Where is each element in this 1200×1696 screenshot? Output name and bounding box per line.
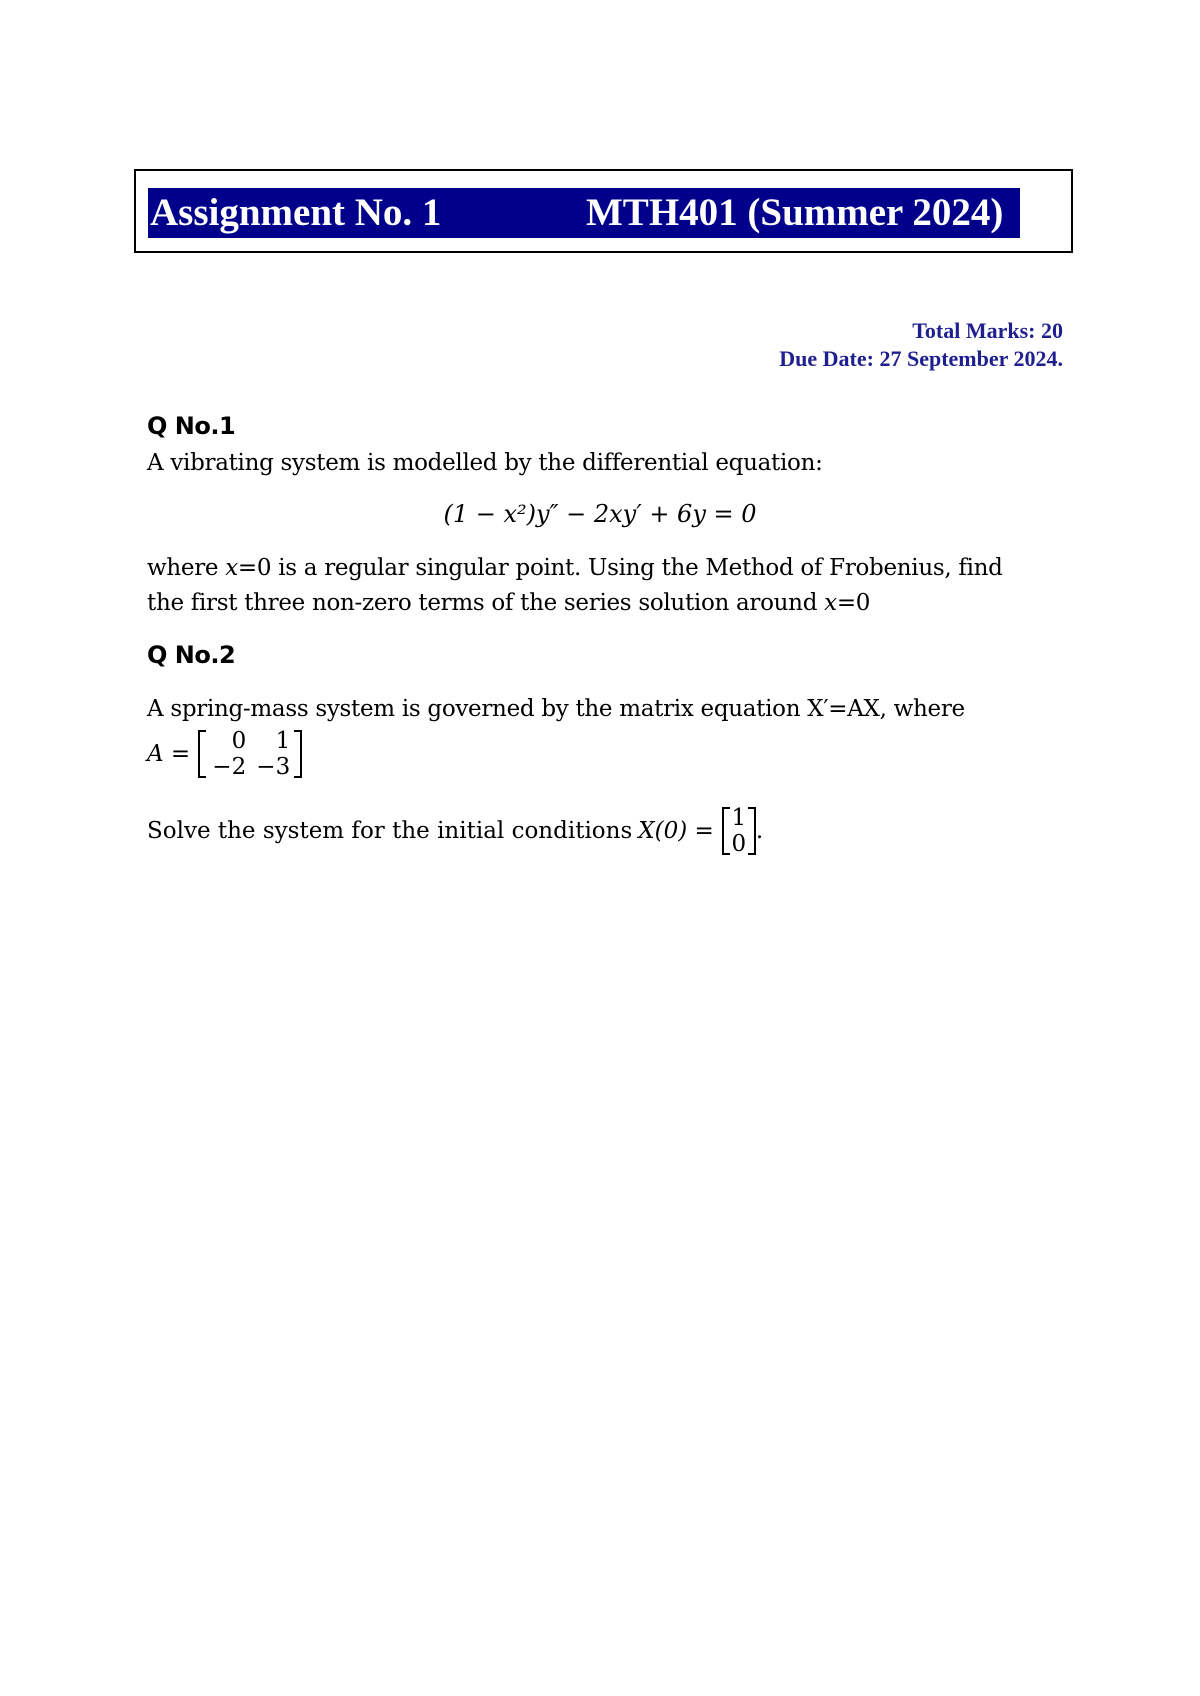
question-1-title: Q No.1 bbox=[147, 412, 236, 440]
question-2-intro: A spring-mass system is governed by the matrix equation X′=AX, where bbox=[147, 696, 965, 722]
question-1-line-2 bbox=[147, 586, 870, 621]
matrix-cell: −3 bbox=[256, 754, 291, 780]
text-segment: =0 bbox=[836, 590, 871, 616]
assignment-number: Assignment No. 1 bbox=[150, 191, 442, 234]
initial-conditions-line bbox=[147, 805, 763, 857]
matrix-a bbox=[198, 728, 302, 780]
vector-cell: 0 bbox=[731, 831, 747, 857]
end-punct: . bbox=[755, 818, 764, 844]
matrix-a-label: A = bbox=[147, 741, 191, 767]
variable-x: x bbox=[824, 590, 837, 616]
matrix-cell: 0 bbox=[231, 728, 247, 754]
vector-cell: 1 bbox=[731, 805, 747, 831]
matrix-a-line bbox=[147, 728, 302, 780]
text-segment: the first three non-zero terms of the series solution around bbox=[147, 590, 825, 616]
text-segment: where bbox=[147, 555, 226, 581]
text-segment: =0 is a regular singular point. Using the Method of Frobenius, find bbox=[237, 555, 1003, 581]
initial-vector bbox=[722, 805, 756, 857]
x0-label: X(0) = bbox=[638, 818, 714, 844]
total-marks: Total Marks: 20 bbox=[912, 318, 1063, 343]
solve-text: Solve the system for the initial conditions bbox=[147, 818, 633, 844]
header-band bbox=[148, 188, 1020, 238]
question-1-line-1 bbox=[147, 551, 1003, 586]
header-box bbox=[134, 169, 1073, 253]
question-2-title: Q No.2 bbox=[147, 641, 236, 669]
matrix-cell: 1 bbox=[275, 728, 291, 754]
due-date: Due Date: 27 September 2024. bbox=[779, 346, 1063, 371]
variable-x: x bbox=[225, 555, 238, 581]
differential-equation: (1 − x²)y″ − 2xy′ + 6y = 0 bbox=[443, 500, 757, 528]
matrix-cell: −2 bbox=[212, 754, 247, 780]
question-1-intro: A vibrating system is modelled by the differential equation: bbox=[147, 450, 823, 476]
course-title: MTH401 (Summer 2024) bbox=[586, 191, 1004, 234]
